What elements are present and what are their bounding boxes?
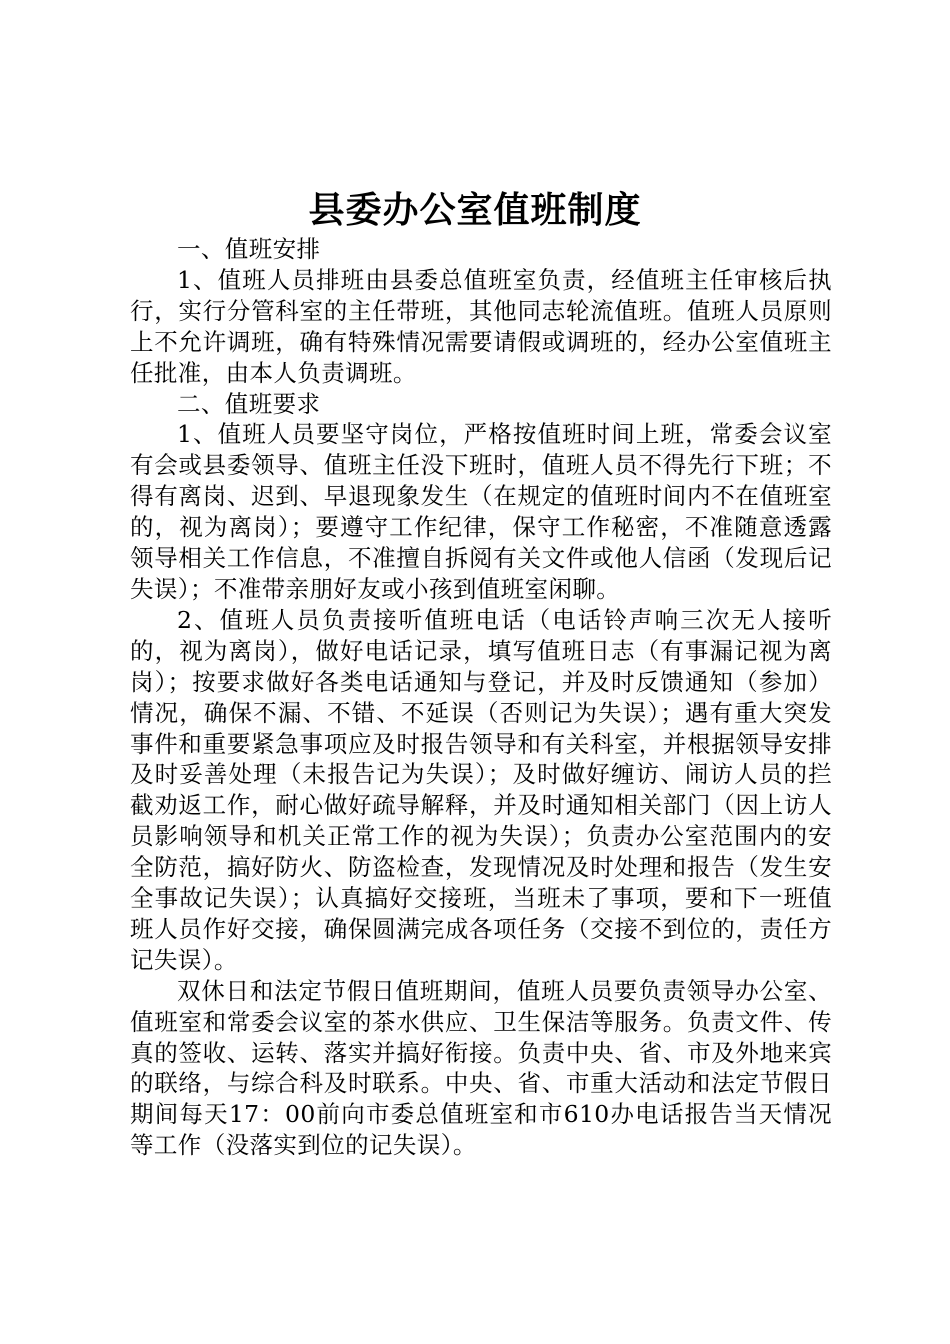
paragraph-requirements-1: 1、值班人员要坚守岗位，严格按值班时间上班，常委会议室有会或县委领导、值班主任没下班时，值班人员不得先行下班；不得有离岗、迟到、早退现象发生（在规定的值班时间内不在值班室的，视为离岗）；要遵守工作纪律，保守工作秘密，不准随意透露领导相关工作信息，不准擅自拆阅有关文件或他人信函（发现后记失误）；不准带亲朋好友或小孩到值班室闲聊。 bbox=[130, 420, 832, 603]
document-title: 县委办公室值班制度 bbox=[308, 189, 642, 231]
section-heading-arrangement: 一、值班安排 bbox=[177, 235, 321, 263]
paragraph-requirements-2: 2、值班人员负责接听值班电话（电话铃声响三次无人接听的，视为离岗），做好电话记录，填写值班日志（有事漏记视为离岗）；按要求做好各类电话通知与登记，并及时反馈通知（参加）情况，确保不漏、不错、不延误（否则记为失误）；遇有重大突发事件和重要紧急事项应及时报告领导和有关科室，并根据领导安排及时妥善处理（未报告记为失误）；及时做好缠访、闹访人员的拦截劝返工作，耐心做好疏导解释，并及时通知相关部门（因上访人员影响领导和机关正常工作的视为失误）；负责办公室范围内的安全防范，搞好防火、防盗检查，发现情况及时处理和报告（发生安全事故记失误）；认真搞好交接班，当班未了事项，要和下一班值班人员作好交接，确保圆满完成各项任务（交接不到位的，责任方记失误）。 bbox=[130, 605, 832, 974]
section-heading-requirements: 二、值班要求 bbox=[177, 389, 321, 418]
paragraph-holiday-duty: 双休日和法定节假日值班期间，值班人员要负责领导办公室、值班室和常委会议室的茶水供应、卫生保洁等服务。负责文件、传真的签收、运转、落实并搞好衔接。负责中央、省、市及外地来宾的联络，与综合科及时联系。中央、省、市重大活动和法定节假日期间每天17：00前向市委总值班室和市610办电话报告当天情况等工作（没落实到位的记失误）。 bbox=[130, 976, 832, 1160]
paragraph-arrangement-1: 1、值班人员排班由县委总值班室负责，经值班主任审核后执行，实行分管科室的主任带班，其他同志轮流值班。值班人员原则上不允许调班，确有特殊情况需要请假或调班的，经办公室值班主任批准，由本人负责调班。 bbox=[130, 265, 832, 387]
document-body bbox=[130, 234, 832, 1161]
